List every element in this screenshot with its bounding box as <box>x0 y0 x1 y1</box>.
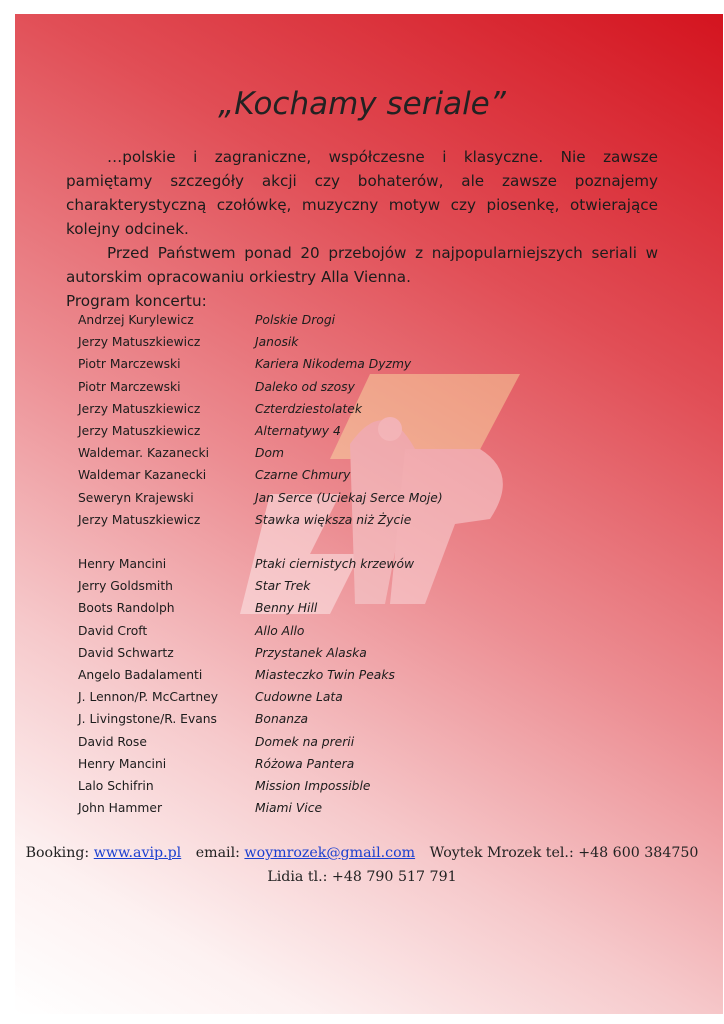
program-row <box>78 686 638 708</box>
program-list <box>78 309 638 819</box>
composer-name: John Hammer <box>78 801 163 816</box>
program-row <box>78 731 638 753</box>
program-row <box>78 708 638 730</box>
series-title: Czterdziestolatek <box>255 401 362 416</box>
series-title: Polskie Drogi <box>255 313 336 327</box>
composer-name: Jerzy Matuszkiewicz <box>78 401 201 416</box>
program-row <box>78 442 638 464</box>
series-title: Star Trek <box>255 579 311 594</box>
composer-name: David Croft <box>78 623 148 638</box>
intro-paragraph-1: …polskie i zagraniczne, współczesne i klasyczne. Nie zawsze pamiętamy szczegóły akcji czy bohaterów, ale zawsze poznajemy charakterystyczną czołówkę, muzyczny motyw czy piosenkę, otwierające kolejny odcinek. <box>66 148 658 238</box>
program-row <box>78 487 638 509</box>
program-group-spacer <box>78 531 638 553</box>
composer-name: Jerzy Matuszkiewicz <box>78 335 201 350</box>
footer-line-2: Lidia tl.: +48 790 517 791 <box>267 869 457 885</box>
program-row <box>78 464 638 486</box>
program-row <box>78 620 638 642</box>
intro-text <box>66 145 658 313</box>
program-row <box>78 642 638 664</box>
composer-name: Waldemar. Kazanecki <box>78 446 209 461</box>
series-title: Mission Impossible <box>255 778 371 793</box>
series-title: Janosik <box>255 335 299 350</box>
page-title: „Kochamy seriale” <box>218 86 506 122</box>
program-row <box>78 797 638 819</box>
series-title: Dom <box>255 446 284 461</box>
program-row <box>78 509 638 531</box>
composer-name: Henry Mancini <box>78 756 167 771</box>
program-row <box>78 309 638 331</box>
series-title: Czarne Chmury <box>255 468 351 483</box>
composer-name: Lalo Schifrin <box>78 778 154 793</box>
composer-name: J. Livingstone/R. Evans <box>78 712 217 727</box>
composer-name: Boots Randolph <box>78 601 175 616</box>
composer-name: David Rose <box>78 734 147 749</box>
composer-name: Jerry Goldsmith <box>78 579 173 594</box>
program-row <box>78 331 638 353</box>
booking-link[interactable]: www.avip.pl <box>93 845 182 861</box>
program-heading: Program koncertu: <box>66 292 207 310</box>
email-label: email: <box>195 845 240 861</box>
series-title: Miami Vice <box>255 801 323 816</box>
booking-label: Booking: <box>25 845 90 861</box>
composer-name: Jerzy Matuszkiewicz <box>78 512 201 527</box>
series-title: Bonanza <box>255 712 309 727</box>
composer-name: David Schwartz <box>78 645 174 660</box>
series-title: Jan Serce (Uciekaj Serce Moje) <box>255 490 443 505</box>
composer-name: J. Lennon/P. McCartney <box>78 690 219 705</box>
series-title: Stawka większa niż Życie <box>255 512 412 527</box>
program-row <box>78 376 638 398</box>
footer-line-1 <box>0 841 724 865</box>
series-title: Cudowne Lata <box>255 690 343 705</box>
series-title: Domek na prerii <box>255 734 355 749</box>
series-title: Przystanek Alaska <box>255 645 367 660</box>
program-row <box>78 353 638 375</box>
composer-name: Seweryn Krajewski <box>78 490 194 505</box>
composer-name: Angelo Badalamenti <box>78 668 203 682</box>
email-link[interactable]: woymrozek@gmail.com <box>244 845 416 861</box>
program-row <box>78 664 638 686</box>
intro-paragraph-2: Przed Państwem ponad 20 przebojów z najpopularniejszych seriali w autorskim opracowaniu orkiestry Alla Vienna. <box>66 244 658 286</box>
series-title: Ptaki ciernistych krzewów <box>255 557 415 572</box>
composer-name: Henry Mancini <box>78 557 167 572</box>
composer-name: Jerzy Matuszkiewicz <box>78 423 201 438</box>
series-title: Miasteczko Twin Peaks <box>255 668 395 682</box>
series-title: Benny Hill <box>255 601 318 616</box>
series-title: Alternatywy 4 <box>255 423 341 438</box>
composer-name: Andrzej Kurylewicz <box>78 313 194 327</box>
composer-name: Piotr Marczewski <box>78 357 181 372</box>
program-row <box>78 753 638 775</box>
program-row <box>78 553 638 575</box>
program-row <box>78 575 638 597</box>
series-title: Różowa Pantera <box>255 756 355 771</box>
composer-name: Piotr Marczewski <box>78 379 181 394</box>
phone-woytek: Woytek Mrozek tel.: +48 600 384750 <box>429 845 699 861</box>
program-row <box>78 597 638 619</box>
program-row <box>78 420 638 442</box>
composer-name: Waldemar Kazanecki <box>78 468 207 483</box>
program-row <box>78 775 638 797</box>
series-title: Daleko od szosy <box>255 379 355 394</box>
program-row <box>78 398 638 420</box>
footer-contact <box>0 841 724 889</box>
series-title: Kariera Nikodema Dyzmy <box>255 357 412 372</box>
series-title: Allo Allo <box>255 623 305 638</box>
